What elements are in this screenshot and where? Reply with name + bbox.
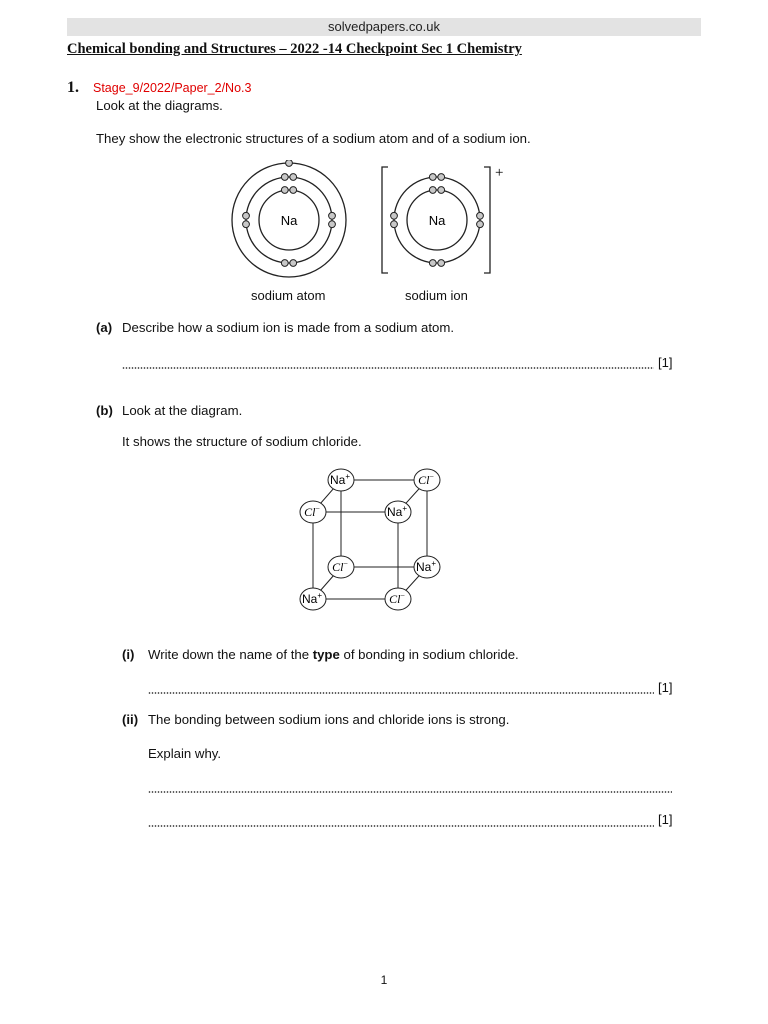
chloride-ion [300, 501, 326, 523]
ion-charge: + [495, 165, 504, 181]
electron-dot [429, 260, 436, 267]
question-number: 1. [67, 79, 79, 96]
answer-line-ii-2 [148, 825, 654, 827]
answer-line-i [148, 692, 654, 694]
electron-dot [281, 260, 288, 267]
electron-dot [281, 174, 288, 181]
part-a-text: Describe how a sodium ion is made from a sodium atom. [122, 320, 455, 335]
chloride-ion [414, 469, 440, 491]
svg-text:Cl−: Cl− [418, 472, 434, 487]
svg-text:Cl−: Cl− [389, 591, 405, 606]
sub-ii-text-2: Explain why. [148, 746, 222, 761]
chloride-ion [328, 556, 354, 578]
electron-dot [290, 187, 297, 194]
atom-symbol: Na [280, 213, 298, 228]
sodium-chloride-lattice [290, 462, 460, 617]
part-b-label: (b) [96, 403, 113, 418]
sodium-ion [385, 501, 411, 523]
marks-ii: [1] [658, 812, 673, 827]
svg-text:Cl−: Cl− [332, 559, 348, 574]
sodium-ion [414, 556, 440, 578]
electron-dot [438, 174, 445, 181]
electron-dot [286, 160, 293, 166]
marks-i: [1] [658, 680, 673, 695]
electron-dot [391, 221, 398, 228]
part-b-text-2: It shows the structure of sodium chloride. [122, 434, 362, 449]
question-reference: Stage_9/2022/Paper_2/No.3 [93, 81, 252, 95]
svg-text:Na+: Na+ [386, 504, 408, 519]
svg-text:Na+: Na+ [301, 591, 323, 606]
electron-dot [290, 174, 297, 181]
intro-text-2: They show the electronic structures of a sodium atom and of a sodium ion. [96, 131, 531, 146]
electron-dot [477, 212, 484, 219]
sodium-ion [300, 588, 326, 610]
electron-dot [429, 187, 436, 194]
ion-label: sodium ion [405, 288, 468, 303]
part-a-label: (a) [96, 320, 113, 335]
chloride-ion [385, 588, 411, 610]
electron-dot [243, 212, 250, 219]
electron-dot [290, 260, 297, 267]
lattice-ions [300, 469, 440, 610]
electron-dot [243, 221, 250, 228]
electron-dot [391, 212, 398, 219]
intro-text-1: Look at the diagrams. [96, 98, 223, 113]
electron-dot [477, 221, 484, 228]
svg-text:Na+: Na+ [415, 559, 437, 574]
part-b-text-1: Look at the diagram. [122, 403, 243, 418]
lattice-bonds [313, 480, 427, 599]
atom-label: sodium atom [251, 288, 326, 303]
electron-dot [438, 260, 445, 267]
sub-i-text: Write down the name of the type of bonding in sodium chloride. [148, 647, 519, 662]
answer-line-ii-1 [148, 791, 672, 793]
electron-dot [429, 174, 436, 181]
electron-dot [329, 221, 336, 228]
sub-ii-text: The bonding between sodium ions and chloride ions is strong. [148, 712, 510, 727]
sodium-ion [328, 469, 354, 491]
sub-ii-label: (ii) [122, 712, 139, 727]
electron-dot [281, 187, 288, 194]
sub-i-label: (i) [122, 647, 135, 662]
svg-text:Cl−: Cl− [304, 504, 320, 519]
electron-shell-diagrams [225, 160, 525, 285]
electrons [243, 160, 484, 266]
marks-a: [1] [658, 355, 673, 370]
electron-dot [438, 187, 445, 194]
site-header: solvedpapers.co.uk [67, 18, 701, 36]
ion-symbol: Na [428, 213, 446, 228]
page-number: 1 [380, 973, 388, 987]
svg-text:Na+: Na+ [329, 472, 351, 487]
answer-line-a [122, 367, 654, 369]
electron-dot [329, 212, 336, 219]
document-title: Chemical bonding and Structures – 2022 -14 Checkpoint Sec 1 Chemistry [67, 41, 522, 57]
